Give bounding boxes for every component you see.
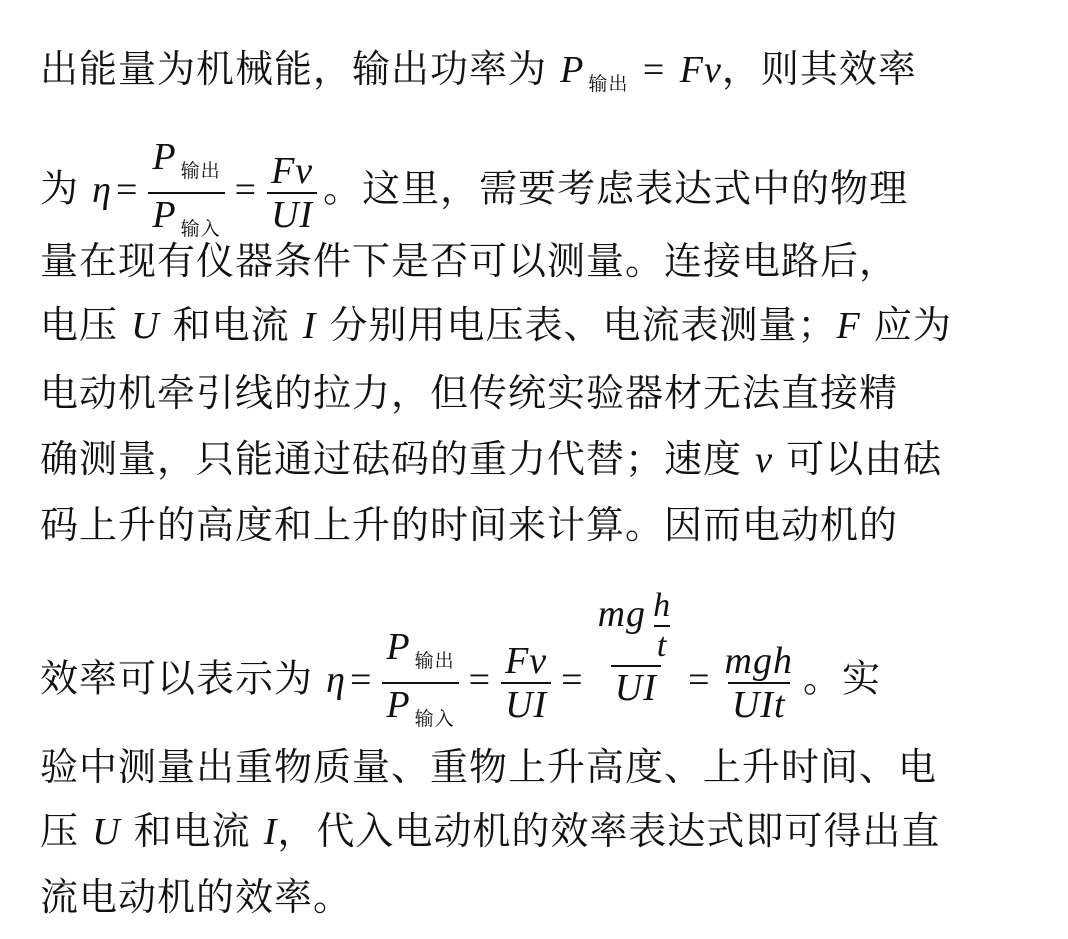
fraction-mg-h-over-t: mg $\frac{h}{t}$ UI [594,587,678,709]
fraction-h-over-t: $\frac{h}{t}$ [653,587,672,664]
text-segment: 效率可以表示为 [40,656,327,701]
text-segment: 流电动机的效率。 [40,875,353,919]
text-line-2 [40,136,1000,250]
text-segment: 电动机牵引线的拉力，但传统实验器材无法直接精 [40,371,899,415]
symbol-force: F [836,305,861,347]
text-segment: 电压 [40,303,119,347]
text-segment: 。实 [802,656,881,701]
symbol-voltage: U [131,305,160,347]
fraction-power: $\frac{P _{输出}}{P _{输入}}$ [382,626,458,740]
text-line-1 [40,46,1000,107]
text-segment: 压 [40,809,80,853]
text-segment: 量在现有仪器条件下是否可以测量。连接电路后， [40,239,899,283]
text-line-5 [40,370,1000,416]
text-segment: 分别用电压表、电流表测量； [329,303,837,347]
efficiency-formula-1: η = $\frac{P _{输出}}{P _{输入}}$ = $\frac{Fv}{UI}$ [92,169,323,211]
text-segment: 可以由砝 [786,437,943,481]
fraction-fv-ui: $\frac{Fv}{UI}$ [501,640,551,726]
power-output-formula: P $_{输出}$ = Fv [560,49,722,95]
text-segment: ，代入电动机的效率表达式即可得出直 [277,809,941,853]
fraction-fv-ui: $\frac{Fv}{UI}$ [267,150,317,236]
symbol-velocity: v [755,439,773,481]
text-segment: 和电流 [172,303,290,347]
symbol-current: I [263,811,278,853]
symbol-current: I [302,305,317,347]
text-segment: 出能量为机械能，输出功率为 [40,47,561,91]
text-line-7 [40,502,1000,548]
text-segment: 码上升的高度和上升的时间来计算。因而电动机的 [40,503,899,547]
text-segment: 为 [40,166,93,211]
efficiency-formula-2: η = $\frac{P _{输出}}{P _{输入}}$ = $\frac{Fv}{UI}$ = mg $\frac{h}{t}$ UI = $\frac{\text{mgh}}{\text{UIt}}$ [326,659,803,701]
text-line-11 [40,874,1000,920]
fraction-power: $\frac{P _{输出}}{P _{输入}}$ [148,136,224,250]
text-line-9 [40,744,1000,790]
text-segment: 。这里，需要考虑表达式中的物理 [323,166,909,211]
text-segment: 确测量，只能通过砝码的重力代替；速度 [40,437,756,481]
text-segment: 和电流 [133,809,251,853]
text-line-6 [40,436,1000,483]
text-line-4 [40,302,1000,349]
text-segment: ，则其效率 [721,47,917,91]
fraction-mgh-uit: $\frac{\text{mgh}}{\text{UIt}}$ [724,640,793,726]
text-line-8 [40,587,1000,740]
text-line-3 [40,238,1000,284]
text-segment: 应为 [873,303,952,347]
text-segment: 验中测量出重物质量、重物上升高度、上升时间、电 [40,745,938,789]
symbol-voltage: U [92,811,121,853]
text-line-10 [40,808,1000,855]
